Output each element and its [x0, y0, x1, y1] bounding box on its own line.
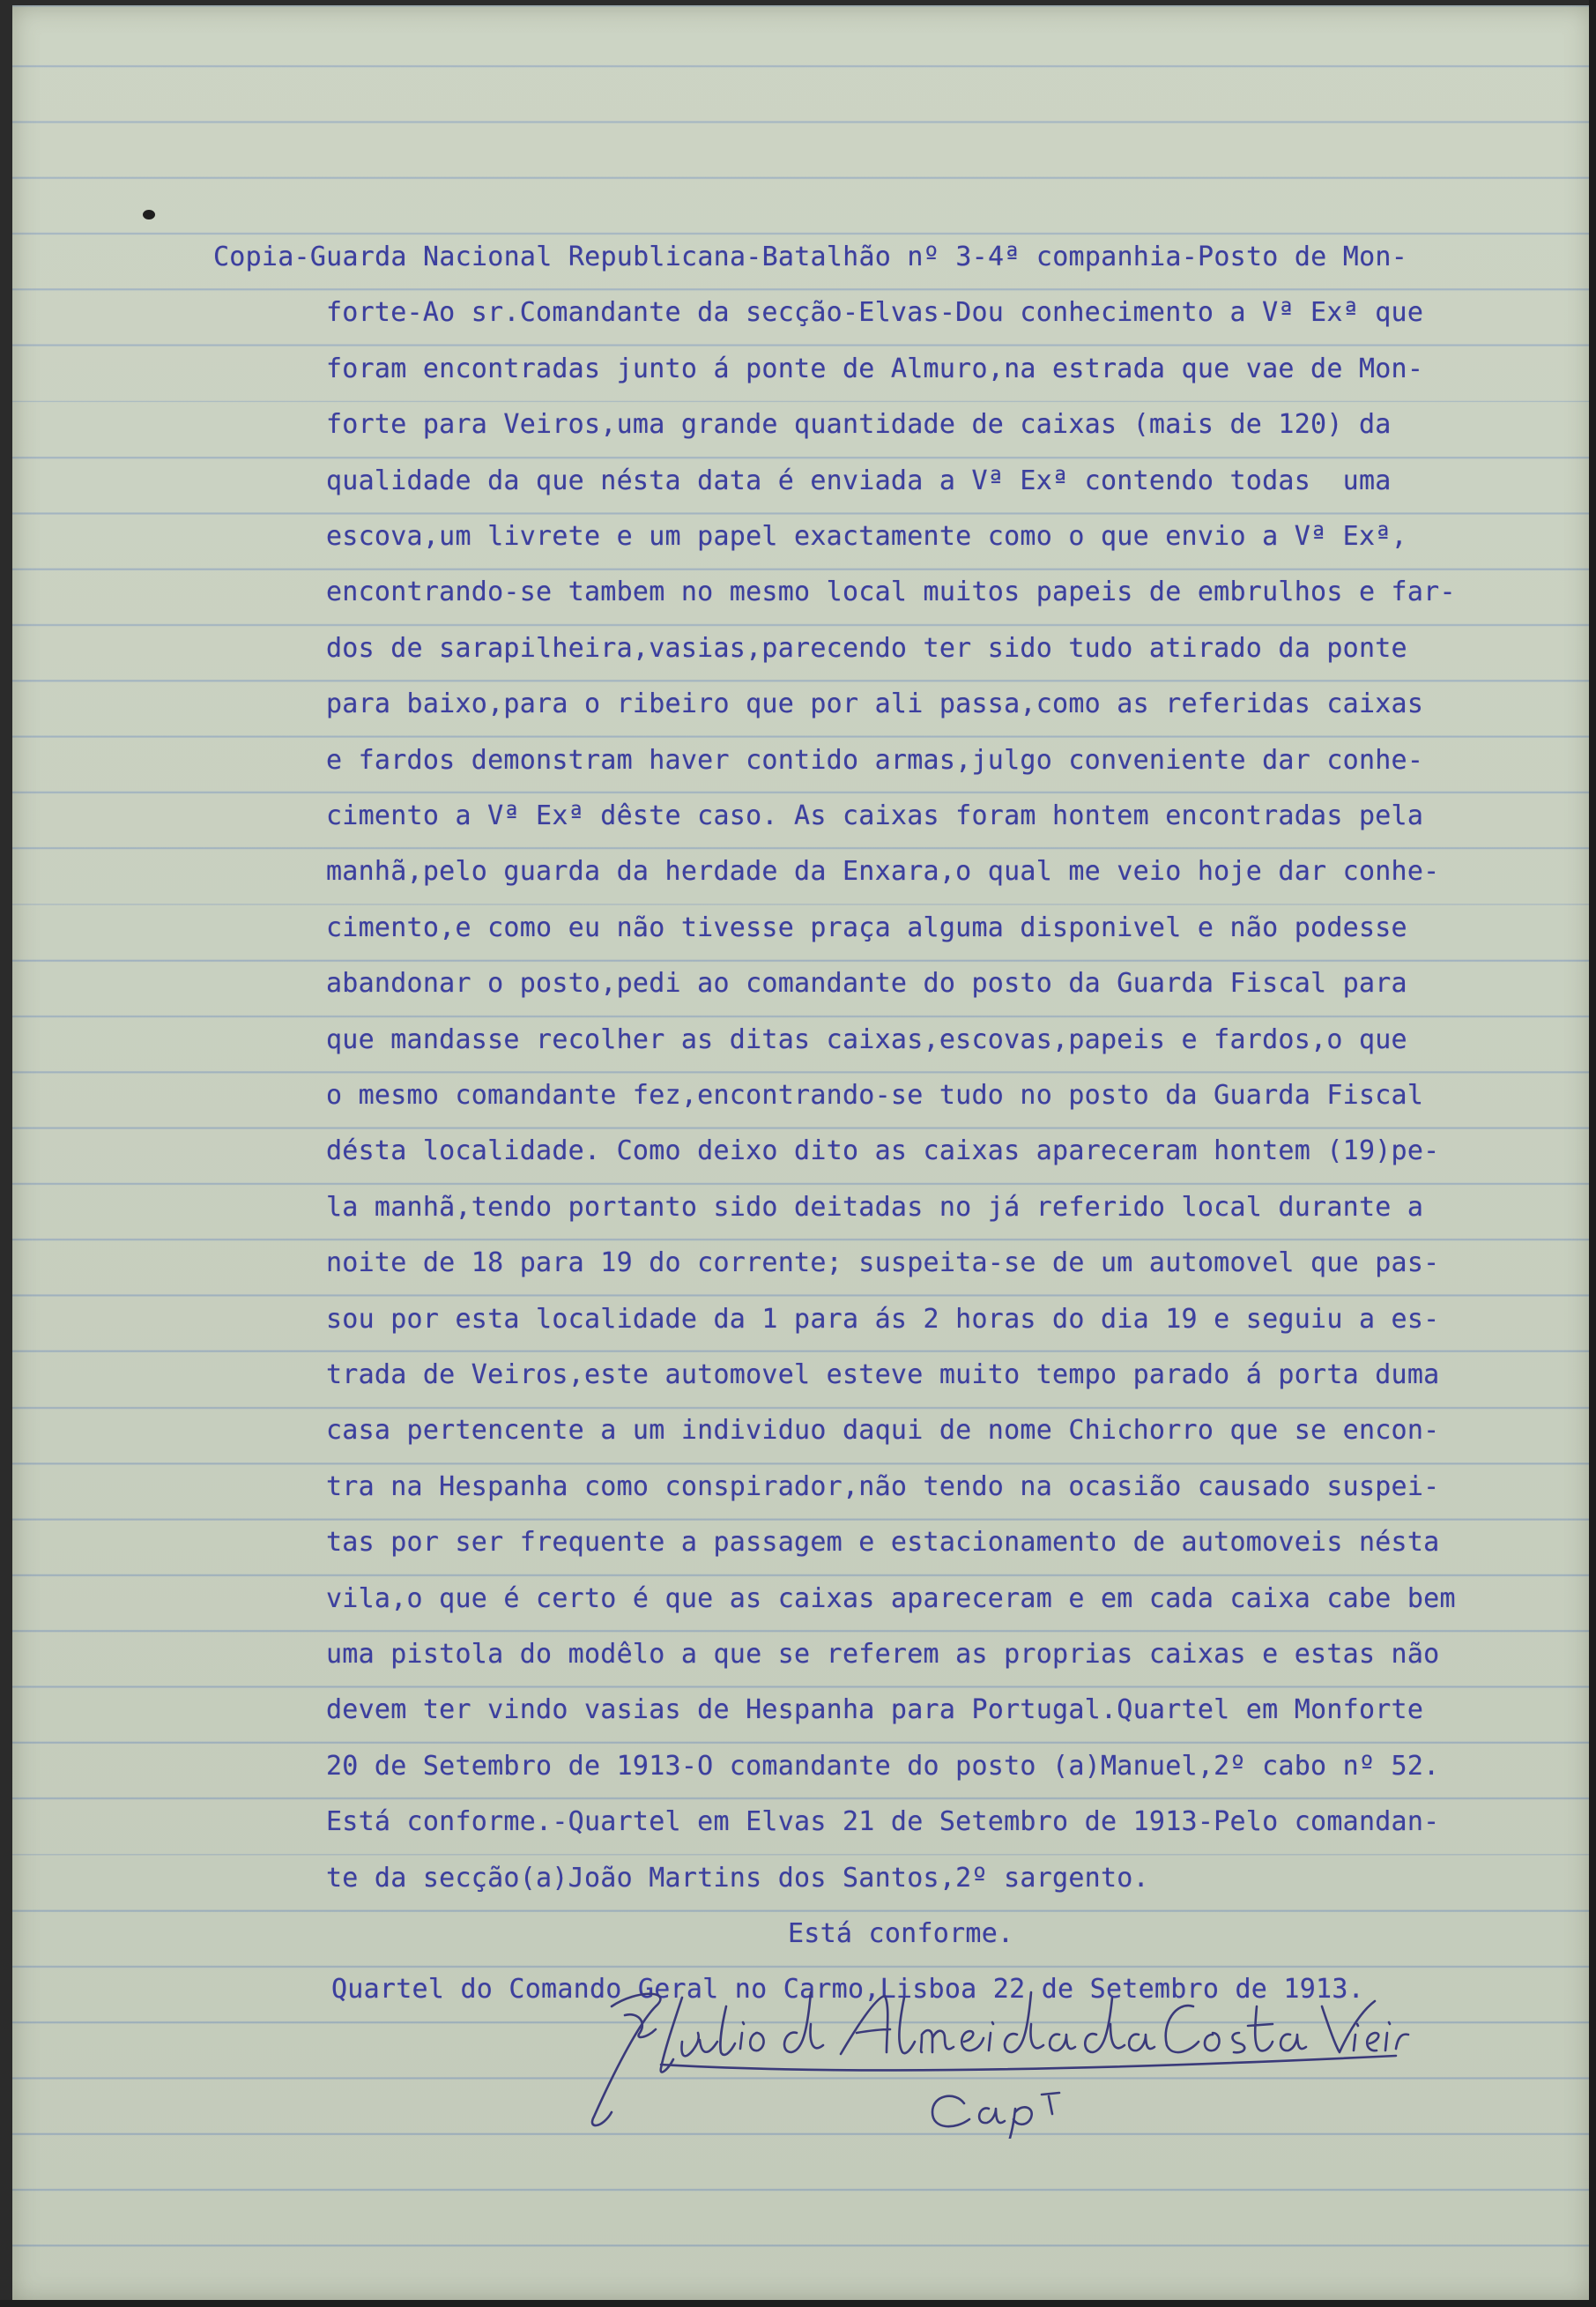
body-text-line: tra na Hespanha como conspirador,não tendo na ocasião causado suspei-: [326, 1471, 1440, 1502]
body-text-line: vila,o que é certo é que as caixas apareceram e em cada caixa cabe bem: [326, 1583, 1456, 1614]
body-text-line: forte-Ao sr.Comandante da secção-Elvas-Dou conhecimento a Vª Exª que: [326, 297, 1424, 328]
conformity-line: Está conforme.: [788, 1918, 1014, 1949]
body-text-line: noite de 18 para 19 do corrente; suspeita-se de um automovel que pas-: [326, 1247, 1440, 1278]
body-text-line: uma pistola do modêlo a que se referem as proprias caixas e estas não: [326, 1639, 1440, 1670]
body-text-line: e fardos demonstram haver contido armas,julgo conveniente dar conhe-: [326, 745, 1424, 776]
body-text-line: encontrando-se tambem no mesmo local muitos papeis de embrulhos e far-: [326, 577, 1456, 607]
scan-edge-right: [1589, 0, 1596, 2307]
body-text-line: forte para Veiros,uma grande quantidade de caixas (mais de 120) da: [326, 409, 1392, 440]
body-text-line: la manhã,tendo portanto sido deitadas no já referido local durante a: [326, 1192, 1424, 1223]
body-text-line: o mesmo comandante fez,encontrando-se tudo no posto da Guarda Fiscal: [326, 1080, 1424, 1111]
scan-edge-bottom: [0, 2300, 1596, 2307]
body-text-line: dos de sarapilheira,vasias,parecendo ter sido tudo atirado da ponte: [326, 633, 1407, 664]
body-text-line: tas por ser frequente a passagem e estacionamento de automoveis nésta: [326, 1527, 1440, 1558]
body-text-line: sou por esta localidade da 1 para ás 2 horas do dia 19 e seguiu a es-: [326, 1304, 1440, 1335]
body-text-line: casa pertencente a um individuo daqui de nome Chichorro que se encon-: [326, 1415, 1440, 1446]
body-text-line: cimento,e como eu não tivesse praça alguma disponivel e não podesse: [326, 912, 1407, 943]
body-text-line: foram encontradas junto á ponte de Almuro,na estrada que vae de Mon-: [326, 353, 1424, 384]
body-text-line: cimento a Vª Exª dêste caso. As caixas foram hontem encontradas pela: [326, 800, 1424, 831]
body-text-line: Copia-Guarda Nacional Republicana-Batalhão nº 3-4ª companhia-Posto de Mon-: [213, 242, 1408, 272]
body-text-line: Está conforme.-Quartel em Elvas 21 de Setembro de 1913-Pelo comandan-: [326, 1806, 1440, 1837]
body-text-line: te da secção(a)João Martins dos Santos,2º sargento.: [326, 1863, 1149, 1894]
paper-sheet: [12, 5, 1592, 2301]
ink-dot: [143, 210, 155, 220]
body-text-line: 20 de Setembro de 1913-O comandante do posto (a)Manuel,2º cabo nº 52.: [326, 1751, 1440, 1782]
handwritten-signature: [576, 1971, 1422, 2139]
body-text-line: désta localidade. Como deixo dito as caixas apareceram hontem (19)pe-: [326, 1135, 1440, 1166]
body-text-line: abandonar o posto,pedi ao comandante do posto da Guarda Fiscal para: [326, 968, 1407, 999]
body-text-line: que mandasse recolher as ditas caixas,escovas,papeis e fardos,o que: [326, 1024, 1407, 1055]
body-text-line: devem ter vindo vasias de Hespanha para Portugal.Quartel em Monforte: [326, 1694, 1424, 1725]
body-text-line: trada de Veiros,este automovel esteve muito tempo parado á porta duma: [326, 1359, 1440, 1390]
body-text-line: escova,um livrete e um papel exactamente como o que envio a Vª Exª,: [326, 521, 1407, 552]
body-text-line: qualidade da que nésta data é enviada a Vª Exª contendo todas uma: [326, 465, 1392, 496]
body-text-line: para baixo,para o ribeiro que por ali passa,como as referidas caixas: [326, 688, 1424, 719]
place-date-line: Quartel do Comando Geral no Carmo,Lisboa 22 de Setembro de 1913.: [331, 1974, 1364, 2005]
body-text-line: manhã,pelo guarda da herdade da Enxara,o qual me veio hoje dar conhe-: [326, 856, 1440, 887]
